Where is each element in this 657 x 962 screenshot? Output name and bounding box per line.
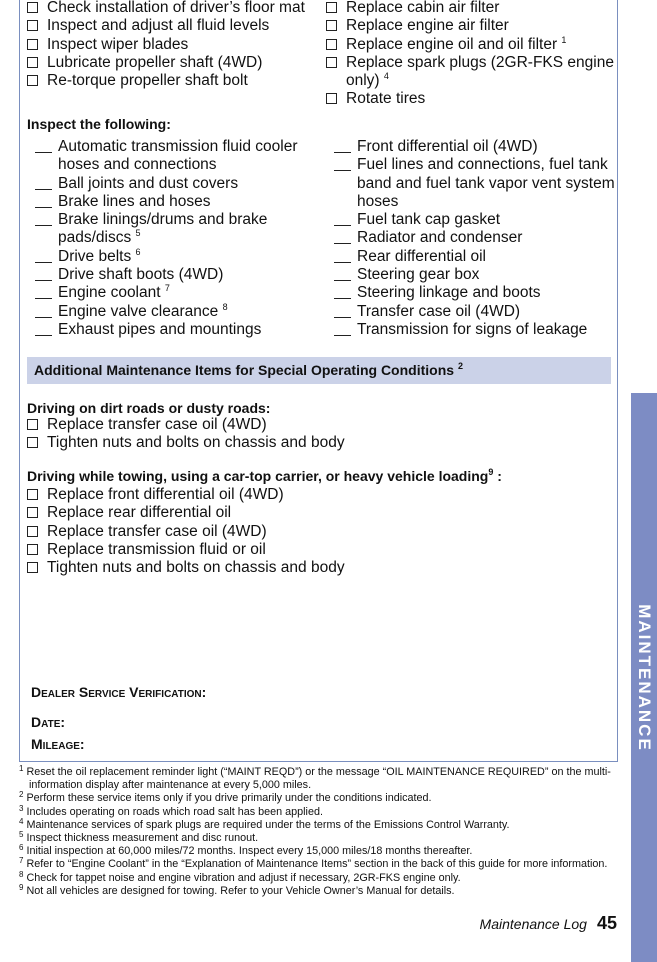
check-line[interactable] xyxy=(35,266,52,281)
checklist-item[interactable]: Tighten nuts and bolts on chassis and body xyxy=(27,434,345,452)
inspect-item[interactable]: Automatic transmission fluid cooler hoses and connections xyxy=(35,138,298,175)
checklist-item[interactable]: Replace front differential oil (4WD) xyxy=(27,486,345,504)
dirt-roads-list xyxy=(27,416,345,453)
checkbox[interactable] xyxy=(27,2,38,13)
checklist-item[interactable]: Inspect wiper blades xyxy=(27,36,305,54)
checklist-item[interactable]: Re-torque propeller shaft bolt xyxy=(27,72,305,90)
footnote: $^5$ Inspect thickness measurement and disc runout. xyxy=(19,830,259,845)
footnote: $^6$ Initial inspection at 60,000 miles/72 months. Inspect every 15,000 miles/18 months thereafter. xyxy=(19,843,473,858)
check-line[interactable] xyxy=(334,284,351,299)
checklist-item[interactable]: Replace spark plugs (2GR-FKS engine only) $^4$ xyxy=(326,54,614,91)
checkbox[interactable] xyxy=(326,93,337,104)
checkbox[interactable] xyxy=(27,507,38,518)
inspect-heading: Inspect the following: xyxy=(27,116,171,132)
inspect-item[interactable]: Ball joints and dust covers xyxy=(35,175,298,193)
footnote-ref: 1 xyxy=(561,34,567,45)
inspect-item[interactable]: Brake linings/drums and brake pads/discs $^5$ xyxy=(35,211,298,248)
checklist-item[interactable]: Lubricate propeller shaft (4WD) xyxy=(27,54,305,72)
checklist-item[interactable]: Replace engine air filter xyxy=(326,17,614,35)
inspect-item[interactable]: Brake lines and hoses xyxy=(35,193,298,211)
checklist-item[interactable]: Replace engine oil and oil filter $^1$ xyxy=(326,36,614,54)
checkbox[interactable] xyxy=(27,75,38,86)
footnotes xyxy=(19,766,619,898)
checkbox[interactable] xyxy=(27,39,38,50)
towing-list xyxy=(27,486,345,577)
inspect-item[interactable]: Drive belts $^6$ xyxy=(35,248,298,266)
date-label: Date: xyxy=(31,714,66,730)
footnote-ref: 6 xyxy=(135,246,141,257)
checkbox[interactable] xyxy=(27,544,38,555)
top-right-checklist xyxy=(326,0,614,109)
checkbox[interactable] xyxy=(326,57,337,68)
inspect-item[interactable]: Fuel tank cap gasket xyxy=(334,211,615,229)
check-line[interactable] xyxy=(334,248,351,263)
checklist-item[interactable]: Tighten nuts and bolts on chassis and body xyxy=(27,559,345,577)
inspect-item[interactable]: Steering gear box xyxy=(334,266,615,284)
checklist-item[interactable]: Rotate tires xyxy=(326,90,614,108)
footnote: $^2$ Perform these service items only if you drive primarily under the conditions indicated. xyxy=(19,790,432,805)
check-line[interactable] xyxy=(35,248,52,263)
footnote: $^9$ Not all vehicles are designed for towing. Refer to your Vehicle Owner’s Manual for details. xyxy=(19,882,455,897)
footnote-ref: 9 xyxy=(488,467,494,477)
check-line[interactable] xyxy=(334,321,351,336)
footnote: $^8$ Check for tappet noise and engine vibration and adjust if necessary, 2GR-FKS engine only. xyxy=(19,869,461,884)
check-line[interactable] xyxy=(35,211,52,226)
footnote: $^1$ Reset the oil replacement reminder light (“MAINT REQD”) or the message “OIL MAINTENANCE REQUIRED” on the multi-information display after maintenance at every 5,000 miles. xyxy=(19,764,611,792)
page-footer xyxy=(480,913,617,934)
checkbox[interactable] xyxy=(27,437,38,448)
footnote: $^4$ Maintenance services of spark plugs are required under the terms of the Emissions Control Warranty. xyxy=(19,816,510,831)
section-tab-label: MAINTENANCE xyxy=(635,603,654,752)
dealer-verification-label: Dealer Service Verification: xyxy=(31,684,207,700)
dirt-roads-heading: Driving on dirt roads or dusty roads: xyxy=(27,400,271,416)
inspect-item[interactable]: Rear differential oil xyxy=(334,248,615,266)
inspect-item[interactable]: Front differential oil (4WD) xyxy=(334,138,615,156)
checkbox[interactable] xyxy=(27,20,38,31)
check-line[interactable] xyxy=(35,284,52,299)
inspect-item[interactable]: Fuel lines and connections, fuel tank band and fuel tank vapor vent system hoses xyxy=(334,156,615,211)
checkbox[interactable] xyxy=(326,39,337,50)
checklist-item[interactable]: Replace rear differential oil xyxy=(27,504,345,522)
section-tab xyxy=(631,393,657,962)
checklist-item[interactable]: Replace transfer case oil (4WD) xyxy=(27,416,345,434)
checklist-item[interactable]: Inspect and adjust all fluid levels xyxy=(27,17,305,35)
footer-label: Maintenance Log xyxy=(479,916,587,932)
footnote-ref: 8 xyxy=(222,301,228,312)
check-line[interactable] xyxy=(334,156,351,171)
checklist-item[interactable]: Replace cabin air filter xyxy=(326,0,614,17)
inspect-item[interactable]: Engine valve clearance $^8$ xyxy=(35,303,298,321)
checkbox[interactable] xyxy=(27,562,38,573)
checklist-item[interactable]: Check installation of driver’s floor mat xyxy=(27,0,305,17)
inspect-left-list xyxy=(35,138,298,339)
footnote-ref: 2 xyxy=(457,361,463,371)
inspect-right-list xyxy=(334,138,615,339)
check-line[interactable] xyxy=(334,303,351,318)
checkbox[interactable] xyxy=(27,489,38,500)
mileage-label: Mileage: xyxy=(31,736,85,752)
checklist-item[interactable]: Replace transfer case oil (4WD) xyxy=(27,523,345,541)
inspect-item[interactable]: Drive shaft boots (4WD) xyxy=(35,266,298,284)
checkbox[interactable] xyxy=(326,2,337,13)
inspect-item[interactable]: Engine coolant $^7$ xyxy=(35,284,298,302)
check-line[interactable] xyxy=(35,175,52,190)
footnote-ref: 5 xyxy=(135,228,141,239)
footnote: $^7$ Refer to “Engine Coolant” in the “Explanation of Maintenance Items” section in the back of this guide for more information. xyxy=(19,856,608,871)
footnote: $^3$ Includes operating on roads which road salt has been applied. xyxy=(19,803,323,818)
checkbox[interactable] xyxy=(326,20,337,31)
additional-maintenance-header: Additional Maintenance Items for Special Operating Conditions $^2$ xyxy=(27,357,611,384)
footnote-ref: 7 xyxy=(164,283,170,294)
check-line[interactable] xyxy=(334,229,351,244)
inspect-item[interactable]: Steering linkage and boots xyxy=(334,284,615,302)
checkbox[interactable] xyxy=(27,57,38,68)
check-line[interactable] xyxy=(334,266,351,281)
top-left-checklist xyxy=(27,0,305,90)
check-line[interactable] xyxy=(35,193,52,208)
inspect-item[interactable]: Exhaust pipes and mountings xyxy=(35,321,298,339)
check-line[interactable] xyxy=(35,321,52,336)
checklist-item[interactable]: Replace transmission fluid or oil xyxy=(27,541,345,559)
check-line[interactable] xyxy=(35,303,52,318)
inspect-item[interactable]: Transfer case oil (4WD) xyxy=(334,303,615,321)
page-number: 45 xyxy=(596,913,617,933)
inspect-item[interactable]: Transmission for signs of leakage xyxy=(334,321,615,339)
footnote-ref: 4 xyxy=(383,71,389,82)
checkbox[interactable] xyxy=(27,526,38,537)
inspect-item[interactable]: Radiator and condenser xyxy=(334,229,615,247)
check-line[interactable] xyxy=(35,138,52,153)
towing-heading: Driving while towing, using a car-top carrier, or heavy vehicle loading$^9$ : xyxy=(27,467,502,484)
check-line[interactable] xyxy=(334,138,351,153)
checkbox[interactable] xyxy=(27,419,38,430)
check-line[interactable] xyxy=(334,211,351,226)
